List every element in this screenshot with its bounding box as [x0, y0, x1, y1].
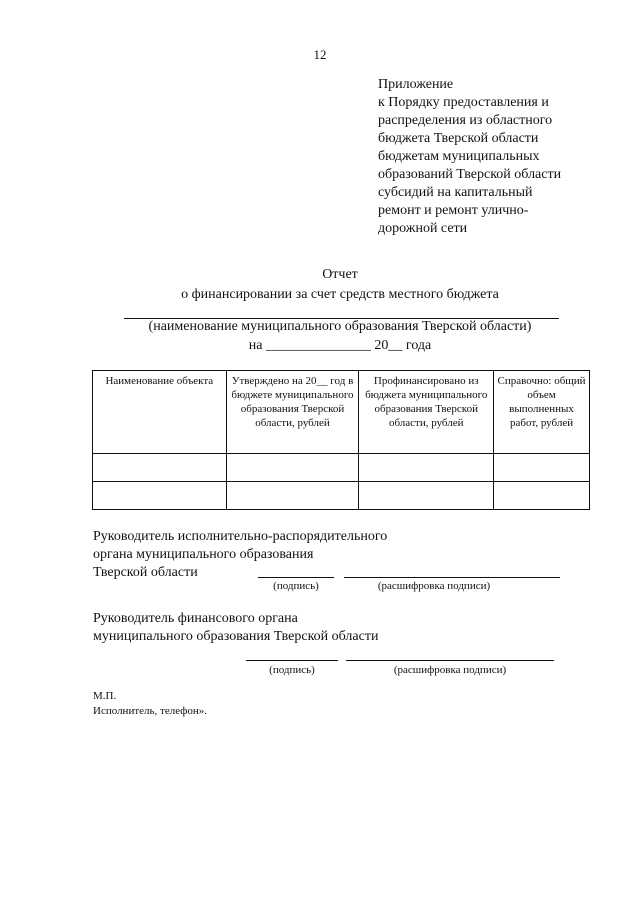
report-title: Отчет: [322, 267, 358, 282]
table-cell: [359, 482, 494, 510]
executive-sign-line: [258, 577, 334, 578]
footer-block: [93, 689, 207, 719]
table-cell: [494, 482, 590, 510]
executive-signature-text: [93, 528, 387, 582]
appendix-line: ремонт и ремонт улично-: [378, 203, 529, 218]
page-number: 12: [313, 47, 327, 62]
stamp-place: М.П.: [93, 690, 117, 702]
table-header-row: [93, 371, 590, 454]
executive-line: Руководитель исполнительно-распорядительного: [93, 529, 388, 544]
appendix-line: бюджета Тверской области: [378, 131, 539, 146]
header-object-name: Наименование объекта: [93, 371, 227, 454]
report-heading: [0, 265, 640, 305]
finance-signature-text: [93, 610, 378, 646]
executor-phone: Исполнитель, телефон».: [93, 705, 207, 717]
finance-sign-line: [246, 660, 338, 661]
finance-sign-caption: (подпись): [269, 664, 315, 676]
appendix-block: [378, 76, 618, 238]
table-cell: [359, 454, 494, 482]
appendix-line: Приложение: [378, 77, 454, 92]
appendix-line: субсидий на капитальный: [378, 185, 533, 200]
table-row: [93, 454, 590, 482]
header-financed: Профинансировано из бюджета муниципального образования Тверской области, рублей: [359, 371, 494, 454]
executive-line: Тверской области: [93, 565, 198, 580]
appendix-line: бюджетам муниципальных: [378, 149, 540, 164]
report-table: [92, 370, 590, 510]
table-cell: [226, 454, 359, 482]
report-period: на _______________ 20__ года: [248, 338, 432, 353]
executive-line: органа муниципального образования: [93, 547, 314, 562]
finance-line: муниципального образования Тверской области: [93, 629, 379, 644]
executive-decode-caption: (расшифровка подписи): [377, 580, 491, 592]
finance-decode-caption: (расшифровка подписи): [393, 664, 507, 676]
table-cell: [494, 454, 590, 482]
appendix-line: образований Тверской области: [378, 167, 562, 182]
table-cell: [93, 482, 227, 510]
appendix-line: дорожной сети: [378, 221, 468, 236]
table-row: [93, 482, 590, 510]
header-reference: Справочно: общий объем выполненных работ, рублей: [494, 371, 590, 454]
header-approved: Утверждено на 20__ год в бюджете муниципального образования Тверской области, рублей: [226, 371, 359, 454]
appendix-line: к Порядку предоставления и: [378, 95, 549, 110]
municipality-name-caption: (наименование муниципального образования Тверской области): [148, 319, 532, 334]
appendix-line: распределения из областного: [378, 113, 553, 128]
table-cell: [93, 454, 227, 482]
executive-decode-line: [344, 577, 560, 578]
executive-sign-caption: (подпись): [273, 580, 319, 592]
finance-line: Руководитель финансового органа: [93, 611, 298, 626]
finance-decode-line: [346, 660, 554, 661]
report-subtitle: о финансировании за счет средств местного бюджета: [181, 287, 499, 302]
table-cell: [226, 482, 359, 510]
